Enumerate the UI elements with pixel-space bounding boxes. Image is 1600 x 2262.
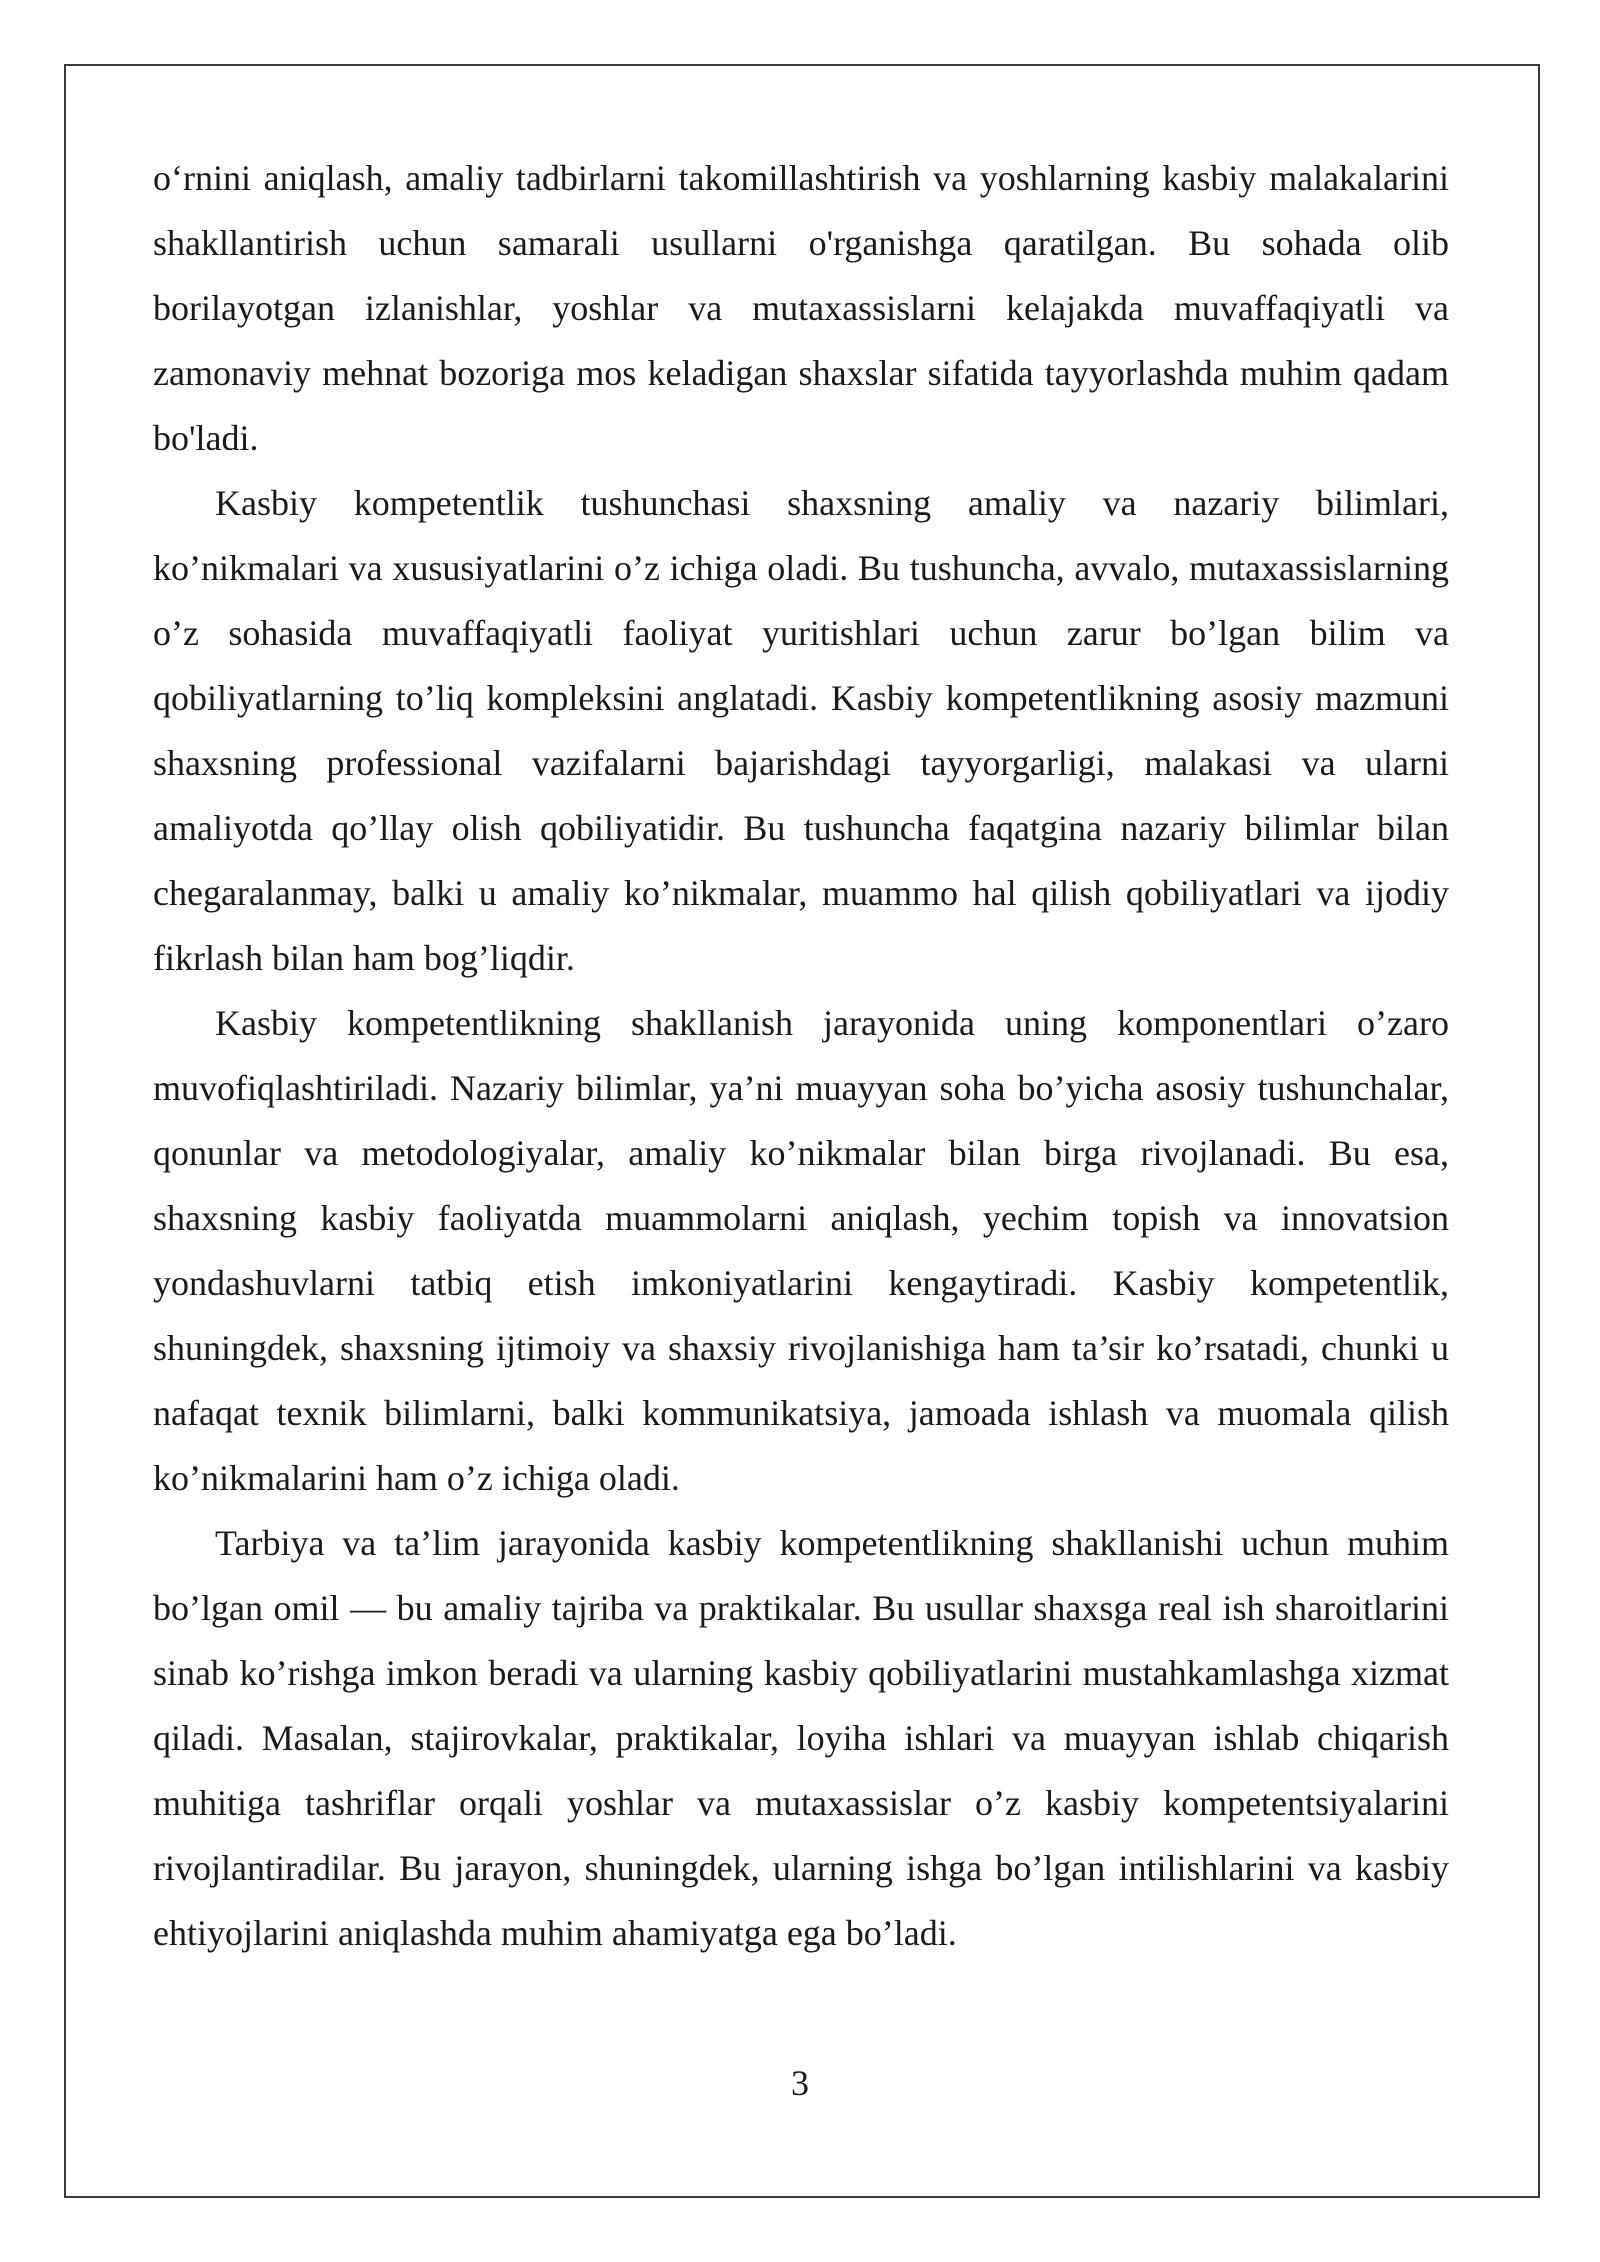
paragraph-4: Tarbiya va ta’lim jarayonida kasbiy kompetentlikning shakllanishi uchun muhim bo’lgan omil — bu amaliy tajriba va praktikalar. Bu usullar shaxsga real ish sharoitlarini sinab ko’rishga imkon beradi va ularning kasbiy qobiliyatlarini mustahkamlashga xizmat qiladi. Masalan, stajirovkalar, praktikalar, loyiha ishlari va muayyan ishlab chiqarish muhitiga tashriflar orqali yoshlar va mutaxassislar o’z kasbiy kompetentsiyalarini rivojlantiradilar. Bu jarayon, shuningdek, ularning ishga bo’lgan intilishlarini va kasbiy ehtiyojlarini aniqlashda muhim ahamiyatga ega bo’ladi. bbox=[153, 1523, 1449, 1953]
paragraph-2: Kasbiy kompetentlik tushunchasi shaxsning amaliy va nazariy bilimlari, ko’nikmalari va xususiyatlarini o’z ichiga oladi. Bu tushuncha, avvalo, mutaxassislarning o’z sohasida muvaffaqiyatli faoliyat yuritishlari uchun zarur bo’lgan bilim va qobiliyatlarning to’liq kompleksini anglatadi. Kasbiy kompetentlikning asosiy mazmuni shaxsning professional vazifalarni bajarishdagi tayyorgarligi, malakasi va ularni amaliyotda qo’llay olish qobiliyatidir. Bu tushuncha faqatgina nazariy bilimlar bilan chegaralanmay, balki u amaliy ko’nikmalar, muammo hal qilish qobiliyatlari va ijodiy fikrlash bilan ham bog’liqdir. bbox=[153, 483, 1449, 978]
page-number: 3 bbox=[791, 2063, 809, 2103]
paragraph-3: Kasbiy kompetentlikning shakllanish jarayonida uning komponentlari o’zaro muvofiqlashtiriladi. Nazariy bilimlar, ya’ni muayyan soha bo’yicha asosiy tushunchalar, qonunlar va metodologiyalar, amaliy ko’nikmalar bilan birga rivojlanadi. Bu esa, shaxsning kasbiy faoliyatda muammolarni aniqlash, yechim topish va innovatsion yondashuvlarni tatbiq etish imkoniyatlarini kengaytiradi. Kasbiy kompetentlik, shuningdek, shaxsning ijtimoiy va shaxsiy rivojlanishiga ham ta’sir ko’rsatadi, chunki u nafaqat texnik bilimlarni, balki kommunikatsiya, jamoada ishlash va muomala qilish ko’nikmalarini ham o’z ichiga oladi. bbox=[153, 1003, 1449, 1498]
paragraph-1: o‘rnini aniqlash, amaliy tadbirlarni takomillashtirish va yoshlarning kasbiy malakalarini shakllantirish uchun samarali usullarni o'rganishga qaratilgan. Bu sohada olib borilayotgan izlanishlar, yoshlar va mutaxassislarni kelajakda muvaffaqiyatli va zamonaviy mehnat bozoriga mos keladigan shaxslar sifatida tayyorlashda muhim qadam bo'ladi. bbox=[153, 158, 1449, 458]
document-body bbox=[153, 146, 1449, 1966]
